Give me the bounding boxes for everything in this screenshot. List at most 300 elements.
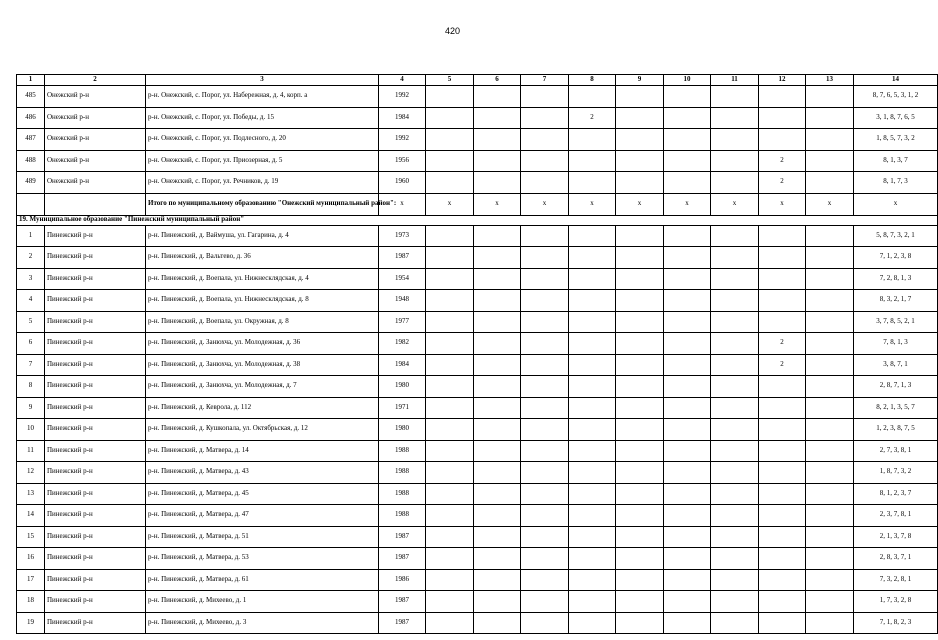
empty-cell bbox=[616, 290, 664, 312]
year-cell: 1987 bbox=[379, 591, 426, 613]
district-cell: Пинежский р-н bbox=[45, 569, 146, 591]
address-cell: р-н. Пинежский, д. Матвера, д. 61 bbox=[146, 569, 379, 591]
year-cell: 1973 bbox=[379, 225, 426, 247]
total-x-cell: x bbox=[569, 193, 616, 215]
column-header-3: 3 bbox=[146, 75, 379, 86]
row-number: 4 bbox=[17, 290, 45, 312]
work-types-cell: 8, 1, 7, 3 bbox=[854, 172, 938, 194]
work-types-cell: 1, 8, 7, 3, 2 bbox=[854, 462, 938, 484]
row-number: 2 bbox=[17, 247, 45, 269]
empty-cell bbox=[806, 268, 854, 290]
empty-cell bbox=[474, 397, 521, 419]
empty-cell bbox=[616, 311, 664, 333]
total-x-cell: x bbox=[806, 193, 854, 215]
empty-cell bbox=[474, 526, 521, 548]
empty-cell bbox=[17, 193, 45, 215]
table-row bbox=[17, 268, 938, 290]
col-12-cell bbox=[759, 569, 806, 591]
row-number: 11 bbox=[17, 440, 45, 462]
section-heading: 19. Муниципальное образование "Пинежский муниципальный район" bbox=[17, 215, 938, 225]
col-12-cell bbox=[759, 376, 806, 398]
empty-cell bbox=[426, 526, 474, 548]
table-row bbox=[17, 505, 938, 527]
district-cell: Пинежский р-н bbox=[45, 354, 146, 376]
empty-cell bbox=[426, 129, 474, 151]
address-cell: р-н. Онежский, с. Порог, ул. Подлесного, д. 20 bbox=[146, 129, 379, 151]
column-header-14: 14 bbox=[854, 75, 938, 86]
row-number: 485 bbox=[17, 86, 45, 108]
district-cell: Пинежский р-н bbox=[45, 612, 146, 634]
district-cell: Онежский р-н bbox=[45, 150, 146, 172]
empty-cell bbox=[616, 505, 664, 527]
col-12-cell bbox=[759, 526, 806, 548]
col-8-cell bbox=[569, 419, 616, 441]
empty-cell bbox=[616, 129, 664, 151]
empty-cell bbox=[474, 483, 521, 505]
district-cell: Пинежский р-н bbox=[45, 397, 146, 419]
total-x-cell: x bbox=[426, 193, 474, 215]
address-cell: р-н. Пинежский, д. Матвера, д. 14 bbox=[146, 440, 379, 462]
row-number: 9 bbox=[17, 397, 45, 419]
row-number: 486 bbox=[17, 107, 45, 129]
table-row bbox=[17, 526, 938, 548]
empty-cell bbox=[474, 612, 521, 634]
empty-cell bbox=[664, 107, 711, 129]
empty-cell bbox=[616, 612, 664, 634]
column-header-1: 1 bbox=[17, 75, 45, 86]
col-12-cell bbox=[759, 612, 806, 634]
col-12-cell bbox=[759, 107, 806, 129]
empty-cell bbox=[806, 505, 854, 527]
empty-cell bbox=[521, 86, 569, 108]
empty-cell bbox=[806, 107, 854, 129]
empty-cell bbox=[711, 462, 759, 484]
address-cell: р-н. Пинежский, д. Занюхча, ул. Молодежная, д. 7 bbox=[146, 376, 379, 398]
empty-cell bbox=[474, 86, 521, 108]
year-cell: 1960 bbox=[379, 172, 426, 194]
column-header-5: 5 bbox=[426, 75, 474, 86]
empty-cell bbox=[616, 268, 664, 290]
col-12-cell: 2 bbox=[759, 172, 806, 194]
empty-cell bbox=[474, 107, 521, 129]
table-row bbox=[17, 419, 938, 441]
district-cell: Пинежский р-н bbox=[45, 376, 146, 398]
empty-cell bbox=[806, 569, 854, 591]
year-cell: 1992 bbox=[379, 129, 426, 151]
row-number: 12 bbox=[17, 462, 45, 484]
year-cell: 1987 bbox=[379, 526, 426, 548]
col-12-cell bbox=[759, 225, 806, 247]
address-cell: р-н. Пинежский, д. Матвера, д. 47 bbox=[146, 505, 379, 527]
year-cell: 1984 bbox=[379, 107, 426, 129]
empty-cell bbox=[806, 86, 854, 108]
col-8-cell bbox=[569, 462, 616, 484]
address-cell: р-н. Пинежский, д. Воепала, ул. Нижнесклядская, д. 4 bbox=[146, 268, 379, 290]
empty-cell bbox=[474, 419, 521, 441]
empty-cell bbox=[474, 591, 521, 613]
work-types-cell: 1, 2, 3, 8, 7, 5 bbox=[854, 419, 938, 441]
district-cell: Онежский р-н bbox=[45, 107, 146, 129]
work-types-cell: 1, 8, 5, 7, 3, 2 bbox=[854, 129, 938, 151]
col-12-cell bbox=[759, 591, 806, 613]
empty-cell bbox=[806, 172, 854, 194]
empty-cell bbox=[616, 569, 664, 591]
empty-cell bbox=[616, 333, 664, 355]
table-row bbox=[17, 86, 938, 108]
col-8-cell: 2 bbox=[569, 107, 616, 129]
empty-cell bbox=[664, 483, 711, 505]
empty-cell bbox=[806, 376, 854, 398]
year-cell: 1988 bbox=[379, 483, 426, 505]
year-cell: 1956 bbox=[379, 150, 426, 172]
district-cell: Пинежский р-н bbox=[45, 483, 146, 505]
col-12-cell bbox=[759, 440, 806, 462]
empty-cell bbox=[616, 376, 664, 398]
empty-cell bbox=[664, 440, 711, 462]
empty-cell bbox=[426, 311, 474, 333]
total-x-cell: x bbox=[474, 193, 521, 215]
empty-cell bbox=[806, 150, 854, 172]
empty-cell bbox=[664, 548, 711, 570]
empty-cell bbox=[474, 290, 521, 312]
empty-cell bbox=[474, 569, 521, 591]
col-8-cell bbox=[569, 333, 616, 355]
row-number: 14 bbox=[17, 505, 45, 527]
table-row bbox=[17, 225, 938, 247]
year-cell: 1954 bbox=[379, 268, 426, 290]
col-12-cell bbox=[759, 397, 806, 419]
empty-cell bbox=[711, 569, 759, 591]
district-cell: Пинежский р-н bbox=[45, 333, 146, 355]
column-header-13: 13 bbox=[806, 75, 854, 86]
col-8-cell bbox=[569, 86, 616, 108]
table-row bbox=[17, 462, 938, 484]
table-row bbox=[17, 311, 938, 333]
empty-cell bbox=[426, 290, 474, 312]
empty-cell bbox=[711, 311, 759, 333]
empty-cell bbox=[426, 591, 474, 613]
empty-cell bbox=[711, 548, 759, 570]
empty-cell bbox=[664, 462, 711, 484]
row-number: 488 bbox=[17, 150, 45, 172]
empty-cell bbox=[806, 462, 854, 484]
empty-cell bbox=[616, 548, 664, 570]
empty-cell bbox=[664, 419, 711, 441]
col-12-cell bbox=[759, 290, 806, 312]
table-row bbox=[17, 612, 938, 634]
year-cell: 1971 bbox=[379, 397, 426, 419]
col-12-cell: 2 bbox=[759, 333, 806, 355]
empty-cell bbox=[521, 505, 569, 527]
empty-cell bbox=[711, 107, 759, 129]
empty-cell bbox=[521, 483, 569, 505]
table-row bbox=[17, 247, 938, 269]
col-12-cell bbox=[759, 419, 806, 441]
district-cell: Пинежский р-н bbox=[45, 311, 146, 333]
row-number: 16 bbox=[17, 548, 45, 570]
col-12-cell bbox=[759, 505, 806, 527]
row-number: 8 bbox=[17, 376, 45, 398]
empty-cell bbox=[474, 440, 521, 462]
total-x-cell: x bbox=[664, 193, 711, 215]
address-cell: р-н. Пинежский, д. Вальтево, д. 36 bbox=[146, 247, 379, 269]
col-8-cell bbox=[569, 569, 616, 591]
address-cell: р-н. Пинежский, д. Кеврола, д. 112 bbox=[146, 397, 379, 419]
district-cell: Пинежский р-н bbox=[45, 290, 146, 312]
empty-cell bbox=[664, 150, 711, 172]
column-header-8: 8 bbox=[569, 75, 616, 86]
row-number: 18 bbox=[17, 591, 45, 613]
empty-cell bbox=[711, 172, 759, 194]
work-types-cell: 3, 8, 7, 1 bbox=[854, 354, 938, 376]
col-12-cell bbox=[759, 86, 806, 108]
year-cell: 1986 bbox=[379, 569, 426, 591]
total-x-cell: x bbox=[759, 193, 806, 215]
empty-cell bbox=[806, 247, 854, 269]
row-number: 7 bbox=[17, 354, 45, 376]
empty-cell bbox=[711, 505, 759, 527]
column-header-2: 2 bbox=[45, 75, 146, 86]
empty-cell bbox=[426, 440, 474, 462]
total-x-cell: x bbox=[711, 193, 759, 215]
empty-cell bbox=[616, 354, 664, 376]
empty-cell bbox=[806, 397, 854, 419]
work-types-cell: 7, 1, 2, 3, 8 bbox=[854, 247, 938, 269]
table-row bbox=[17, 290, 938, 312]
district-cell: Онежский р-н bbox=[45, 129, 146, 151]
empty-cell bbox=[664, 268, 711, 290]
total-x-cell: x bbox=[379, 193, 426, 215]
empty-cell bbox=[664, 225, 711, 247]
address-cell: р-н. Пинежский, д. Михеево, д. 3 bbox=[146, 612, 379, 634]
address-cell: р-н. Онежский, с. Порог, ул. Речников, д. 19 bbox=[146, 172, 379, 194]
table-row bbox=[17, 569, 938, 591]
empty-cell bbox=[664, 247, 711, 269]
work-types-cell: 2, 8, 3, 7, 1 bbox=[854, 548, 938, 570]
table-row bbox=[17, 107, 938, 129]
total-label: Итого по муниципальному образованию "Онежский муниципальный район": bbox=[146, 193, 379, 215]
col-8-cell bbox=[569, 225, 616, 247]
column-header-11: 11 bbox=[711, 75, 759, 86]
work-types-cell: 8, 7, 6, 5, 3, 1, 2 bbox=[854, 86, 938, 108]
col-12-cell bbox=[759, 247, 806, 269]
empty-cell bbox=[426, 86, 474, 108]
table-row bbox=[17, 397, 938, 419]
empty-cell bbox=[664, 129, 711, 151]
table-row bbox=[17, 376, 938, 398]
col-8-cell bbox=[569, 440, 616, 462]
empty-cell bbox=[806, 225, 854, 247]
work-types-cell: 7, 1, 8, 2, 3 bbox=[854, 612, 938, 634]
empty-cell bbox=[521, 569, 569, 591]
empty-cell bbox=[521, 376, 569, 398]
col-8-cell bbox=[569, 505, 616, 527]
empty-cell bbox=[711, 397, 759, 419]
empty-cell bbox=[711, 526, 759, 548]
district-cell: Пинежский р-н bbox=[45, 462, 146, 484]
district-cell: Пинежский р-н bbox=[45, 268, 146, 290]
empty-cell bbox=[664, 333, 711, 355]
district-cell: Пинежский р-н bbox=[45, 225, 146, 247]
col-8-cell bbox=[569, 247, 616, 269]
district-cell: Онежский р-н bbox=[45, 86, 146, 108]
empty-cell bbox=[521, 311, 569, 333]
work-types-cell: 8, 1, 2, 3, 7 bbox=[854, 483, 938, 505]
col-8-cell bbox=[569, 483, 616, 505]
work-types-cell: 2, 1, 3, 7, 8 bbox=[854, 526, 938, 548]
empty-cell bbox=[711, 290, 759, 312]
empty-cell bbox=[664, 505, 711, 527]
empty-cell bbox=[711, 150, 759, 172]
empty-cell bbox=[521, 591, 569, 613]
col-8-cell bbox=[569, 397, 616, 419]
empty-cell bbox=[664, 311, 711, 333]
total-x-cell: x bbox=[616, 193, 664, 215]
address-cell: р-н. Пинежский, д. Занюхча, ул. Молодежная, д. 36 bbox=[146, 333, 379, 355]
empty-cell bbox=[664, 354, 711, 376]
col-8-cell bbox=[569, 150, 616, 172]
empty-cell bbox=[521, 333, 569, 355]
register-table bbox=[16, 74, 938, 634]
address-cell: р-н. Пинежский, д. Матвера, д. 53 bbox=[146, 548, 379, 570]
empty-cell bbox=[616, 440, 664, 462]
empty-cell bbox=[616, 462, 664, 484]
column-header-10: 10 bbox=[664, 75, 711, 86]
col-12-cell: 2 bbox=[759, 354, 806, 376]
work-types-cell: 2, 3, 7, 8, 1 bbox=[854, 505, 938, 527]
district-cell: Онежский р-н bbox=[45, 172, 146, 194]
empty-cell bbox=[521, 129, 569, 151]
district-cell: Пинежский р-н bbox=[45, 247, 146, 269]
table-row bbox=[17, 483, 938, 505]
col-12-cell bbox=[759, 268, 806, 290]
col-12-cell bbox=[759, 548, 806, 570]
empty-cell bbox=[521, 268, 569, 290]
col-8-cell bbox=[569, 548, 616, 570]
address-cell: р-н. Пинежский, д. Матвера, д. 51 bbox=[146, 526, 379, 548]
year-cell: 1982 bbox=[379, 333, 426, 355]
empty-cell bbox=[474, 505, 521, 527]
row-number: 6 bbox=[17, 333, 45, 355]
empty-cell bbox=[806, 354, 854, 376]
empty-cell bbox=[806, 290, 854, 312]
empty-cell bbox=[616, 397, 664, 419]
empty-cell bbox=[426, 376, 474, 398]
col-8-cell bbox=[569, 526, 616, 548]
section-heading-row bbox=[17, 215, 938, 225]
empty-cell bbox=[711, 247, 759, 269]
col-12-cell bbox=[759, 311, 806, 333]
empty-cell bbox=[521, 419, 569, 441]
empty-cell bbox=[711, 225, 759, 247]
empty-cell bbox=[474, 129, 521, 151]
empty-cell bbox=[616, 172, 664, 194]
empty-cell bbox=[616, 225, 664, 247]
district-cell: Пинежский р-н bbox=[45, 548, 146, 570]
column-header-6: 6 bbox=[474, 75, 521, 86]
empty-cell bbox=[426, 107, 474, 129]
empty-cell bbox=[521, 462, 569, 484]
empty-cell bbox=[711, 419, 759, 441]
empty-cell bbox=[616, 419, 664, 441]
work-types-cell: 7, 2, 8, 1, 3 bbox=[854, 268, 938, 290]
year-cell: 1987 bbox=[379, 548, 426, 570]
year-cell: 1987 bbox=[379, 247, 426, 269]
district-cell: Пинежский р-н bbox=[45, 591, 146, 613]
empty-cell bbox=[806, 612, 854, 634]
empty-cell bbox=[521, 548, 569, 570]
empty-cell bbox=[474, 311, 521, 333]
row-number: 17 bbox=[17, 569, 45, 591]
empty-cell bbox=[711, 354, 759, 376]
empty-cell bbox=[806, 483, 854, 505]
empty-cell bbox=[664, 290, 711, 312]
col-12-cell bbox=[759, 129, 806, 151]
row-number: 10 bbox=[17, 419, 45, 441]
empty-cell bbox=[474, 247, 521, 269]
address-cell: р-н. Онежский, с. Порог, ул. Победы, д. 15 bbox=[146, 107, 379, 129]
year-cell: 1988 bbox=[379, 440, 426, 462]
col-8-cell bbox=[569, 129, 616, 151]
work-types-cell: 7, 8, 1, 3 bbox=[854, 333, 938, 355]
empty-cell bbox=[521, 440, 569, 462]
empty-cell bbox=[521, 225, 569, 247]
total-x-cell: x bbox=[521, 193, 569, 215]
col-8-cell bbox=[569, 591, 616, 613]
empty-cell bbox=[711, 376, 759, 398]
work-types-cell: 2, 7, 3, 8, 1 bbox=[854, 440, 938, 462]
empty-cell bbox=[711, 591, 759, 613]
empty-cell bbox=[711, 612, 759, 634]
empty-cell bbox=[616, 483, 664, 505]
empty-cell bbox=[45, 193, 146, 215]
address-cell: р-н. Пинежский, д. Матвера, д. 43 bbox=[146, 462, 379, 484]
empty-cell bbox=[806, 526, 854, 548]
address-cell: р-н. Пинежский, д. Кушкопала, ул. Октябрьская, д. 12 bbox=[146, 419, 379, 441]
year-cell: 1977 bbox=[379, 311, 426, 333]
empty-cell bbox=[711, 86, 759, 108]
empty-cell bbox=[664, 591, 711, 613]
empty-cell bbox=[664, 376, 711, 398]
empty-cell bbox=[616, 526, 664, 548]
empty-cell bbox=[426, 462, 474, 484]
col-12-cell bbox=[759, 483, 806, 505]
total-x-cell: x bbox=[854, 193, 938, 215]
empty-cell bbox=[521, 354, 569, 376]
empty-cell bbox=[426, 268, 474, 290]
empty-cell bbox=[426, 569, 474, 591]
table-row bbox=[17, 354, 938, 376]
work-types-cell: 2, 8, 7, 1, 3 bbox=[854, 376, 938, 398]
work-types-cell: 8, 1, 3, 7 bbox=[854, 150, 938, 172]
empty-cell bbox=[616, 86, 664, 108]
empty-cell bbox=[664, 86, 711, 108]
row-number: 13 bbox=[17, 483, 45, 505]
empty-cell bbox=[426, 225, 474, 247]
empty-cell bbox=[474, 354, 521, 376]
empty-cell bbox=[426, 419, 474, 441]
table-row bbox=[17, 591, 938, 613]
empty-cell bbox=[664, 172, 711, 194]
year-cell: 1992 bbox=[379, 86, 426, 108]
year-cell: 1987 bbox=[379, 612, 426, 634]
empty-cell bbox=[474, 548, 521, 570]
row-number: 487 bbox=[17, 129, 45, 151]
col-8-cell bbox=[569, 311, 616, 333]
table-row bbox=[17, 172, 938, 194]
empty-cell bbox=[711, 483, 759, 505]
empty-cell bbox=[426, 354, 474, 376]
